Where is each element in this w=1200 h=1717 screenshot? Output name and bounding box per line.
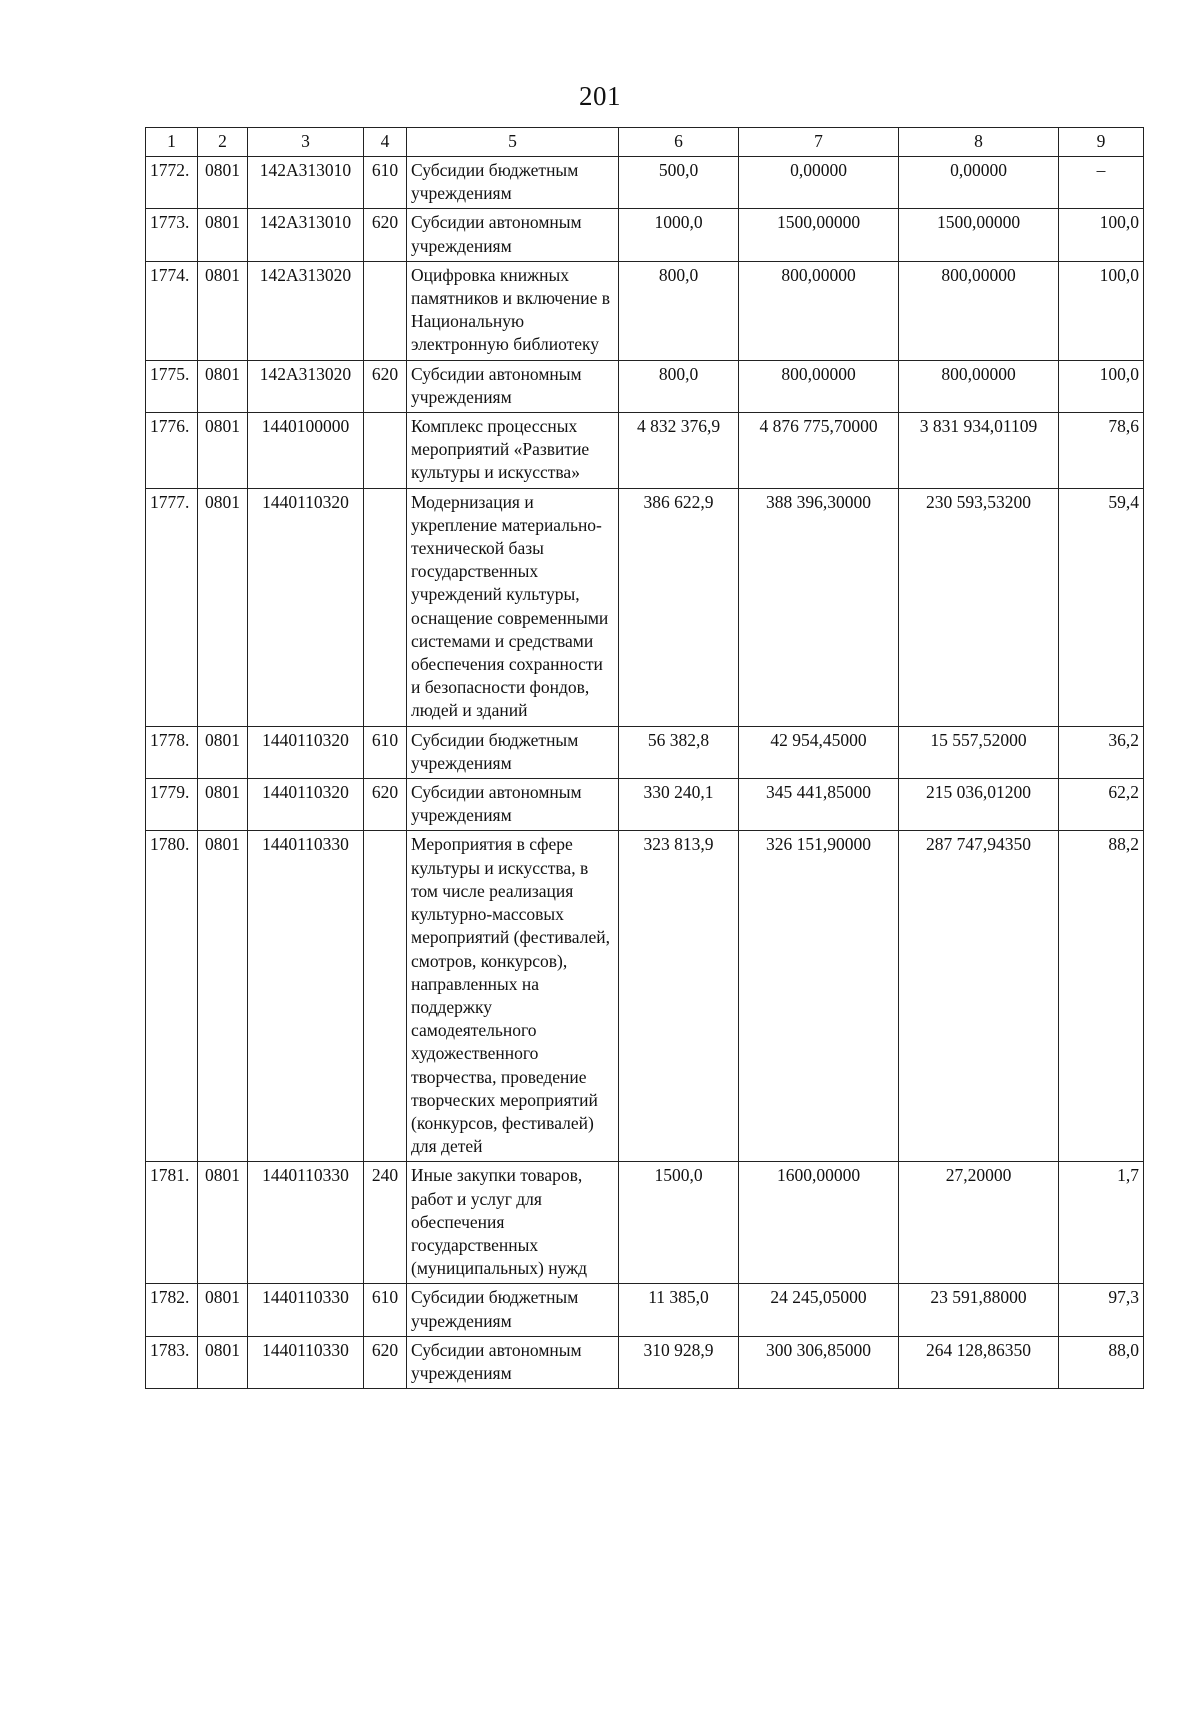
value-col6: 800,0 (619, 261, 739, 360)
item-name: Субсидии автономным учреждениям (407, 779, 619, 831)
item-name: Комплекс процессных мероприятий «Развитие культуры и искусства» (407, 413, 619, 489)
column-header: 8 (899, 128, 1059, 157)
row-number: 1777. (146, 488, 198, 726)
expense-type (364, 831, 407, 1162)
row-number: 1783. (146, 1336, 198, 1388)
percent-value: 100,0 (1059, 261, 1144, 360)
value-col7: 24 245,05000 (739, 1284, 899, 1336)
section-code: 0801 (198, 1162, 248, 1284)
section-code: 0801 (198, 413, 248, 489)
value-col8: 264 128,86350 (899, 1336, 1059, 1388)
section-code: 0801 (198, 488, 248, 726)
target-code: 1440100000 (248, 413, 364, 489)
target-code: 1440110320 (248, 779, 364, 831)
target-code: 142А313010 (248, 209, 364, 261)
section-code: 0801 (198, 261, 248, 360)
percent-value: 88,2 (1059, 831, 1144, 1162)
expense-type: 240 (364, 1162, 407, 1284)
page-number: 201 (579, 81, 621, 111)
percent-value: 78,6 (1059, 413, 1144, 489)
table-row (146, 157, 1144, 209)
table-row (146, 209, 1144, 261)
value-col8: 230 593,53200 (899, 488, 1059, 726)
table-row (146, 1336, 1144, 1388)
item-name: Модернизация и укрепление материально-технической базы государственных учреждений культуры, оснащение современными системами и средствами обеспечения сохранности и безопасности фондов, людей и зданий (407, 488, 619, 726)
percent-value: 100,0 (1059, 360, 1144, 412)
value-col8: 1500,00000 (899, 209, 1059, 261)
percent-value: 62,2 (1059, 779, 1144, 831)
table-row (146, 488, 1144, 726)
expense-type: 610 (364, 157, 407, 209)
table-row (146, 779, 1144, 831)
expense-type (364, 261, 407, 360)
percent-value: 59,4 (1059, 488, 1144, 726)
value-col7: 42 954,45000 (739, 726, 899, 778)
row-number: 1772. (146, 157, 198, 209)
row-number: 1780. (146, 831, 198, 1162)
value-col6: 310 928,9 (619, 1336, 739, 1388)
table-row (146, 1284, 1144, 1336)
value-col7: 345 441,85000 (739, 779, 899, 831)
item-name: Субсидии автономным учреждениям (407, 360, 619, 412)
item-name: Субсидии автономным учреждениям (407, 209, 619, 261)
section-code: 0801 (198, 1336, 248, 1388)
item-name: Мероприятия в сфере культуры и искусства, в том числе реализация культурно-массовых мероприятий (фестивалей, смотров, конкурсов), направленных на поддержку самодеятельного художественного творчества, проведение творческих мероприятий (конкурсов, фестивалей) для детей (407, 831, 619, 1162)
value-col6: 500,0 (619, 157, 739, 209)
percent-value: 36,2 (1059, 726, 1144, 778)
expense-type (364, 488, 407, 726)
row-number: 1781. (146, 1162, 198, 1284)
table-row (146, 360, 1144, 412)
section-code: 0801 (198, 157, 248, 209)
value-col8: 3 831 934,01109 (899, 413, 1059, 489)
value-col7: 1600,00000 (739, 1162, 899, 1284)
value-col7: 800,00000 (739, 261, 899, 360)
column-header: 1 (146, 128, 198, 157)
target-code: 1440110320 (248, 726, 364, 778)
table-row (146, 726, 1144, 778)
value-col6: 56 382,8 (619, 726, 739, 778)
value-col6: 4 832 376,9 (619, 413, 739, 489)
target-code: 1440110320 (248, 488, 364, 726)
target-code: 1440110330 (248, 831, 364, 1162)
value-col6: 330 240,1 (619, 779, 739, 831)
column-header: 3 (248, 128, 364, 157)
table-row (146, 1162, 1144, 1284)
value-col7: 800,00000 (739, 360, 899, 412)
expense-type: 610 (364, 1284, 407, 1336)
target-code: 1440110330 (248, 1162, 364, 1284)
percent-value: 100,0 (1059, 209, 1144, 261)
target-code: 142А313020 (248, 261, 364, 360)
percent-value: – (1059, 157, 1144, 209)
value-col7: 1500,00000 (739, 209, 899, 261)
section-code: 0801 (198, 779, 248, 831)
item-name: Оцифровка книжных памятников и включение в Национальную электронную библиотеку (407, 261, 619, 360)
value-col7: 326 151,90000 (739, 831, 899, 1162)
value-col7: 4 876 775,70000 (739, 413, 899, 489)
value-col7: 0,00000 (739, 157, 899, 209)
value-col6: 323 813,9 (619, 831, 739, 1162)
section-code: 0801 (198, 831, 248, 1162)
row-number: 1779. (146, 779, 198, 831)
column-header: 7 (739, 128, 899, 157)
value-col8: 800,00000 (899, 261, 1059, 360)
expense-type: 620 (364, 209, 407, 261)
row-number: 1776. (146, 413, 198, 489)
target-code: 142А313010 (248, 157, 364, 209)
table-row (146, 413, 1144, 489)
value-col8: 215 036,01200 (899, 779, 1059, 831)
column-header: 4 (364, 128, 407, 157)
column-header: 6 (619, 128, 739, 157)
row-number: 1774. (146, 261, 198, 360)
value-col8: 800,00000 (899, 360, 1059, 412)
section-code: 0801 (198, 1284, 248, 1336)
value-col6: 1500,0 (619, 1162, 739, 1284)
section-code: 0801 (198, 726, 248, 778)
expense-type: 620 (364, 360, 407, 412)
section-code: 0801 (198, 209, 248, 261)
item-name: Субсидии бюджетным учреждениям (407, 1284, 619, 1336)
percent-value: 1,7 (1059, 1162, 1144, 1284)
item-name: Иные закупки товаров, работ и услуг для обеспечения государственных (муниципальных) нужд (407, 1162, 619, 1284)
expense-type: 620 (364, 1336, 407, 1388)
target-code: 1440110330 (248, 1336, 364, 1388)
budget-table (145, 127, 1144, 1389)
item-name: Субсидии бюджетным учреждениям (407, 726, 619, 778)
table-row (146, 831, 1144, 1162)
item-name: Субсидии бюджетным учреждениям (407, 157, 619, 209)
item-name: Субсидии автономным учреждениям (407, 1336, 619, 1388)
target-code: 1440110330 (248, 1284, 364, 1336)
value-col6: 1000,0 (619, 209, 739, 261)
value-col8: 0,00000 (899, 157, 1059, 209)
percent-value: 88,0 (1059, 1336, 1144, 1388)
percent-value: 97,3 (1059, 1284, 1144, 1336)
header-row (146, 128, 1144, 157)
expense-type (364, 413, 407, 489)
expense-type: 610 (364, 726, 407, 778)
value-col8: 23 591,88000 (899, 1284, 1059, 1336)
row-number: 1782. (146, 1284, 198, 1336)
value-col6: 11 385,0 (619, 1284, 739, 1336)
value-col6: 386 622,9 (619, 488, 739, 726)
table-body (146, 128, 1144, 1389)
column-header: 2 (198, 128, 248, 157)
value-col8: 27,20000 (899, 1162, 1059, 1284)
row-number: 1773. (146, 209, 198, 261)
expense-type: 620 (364, 779, 407, 831)
value-col7: 388 396,30000 (739, 488, 899, 726)
target-code: 142А313020 (248, 360, 364, 412)
column-header: 9 (1059, 128, 1144, 157)
value-col7: 300 306,85000 (739, 1336, 899, 1388)
value-col8: 15 557,52000 (899, 726, 1059, 778)
table-row (146, 261, 1144, 360)
value-col6: 800,0 (619, 360, 739, 412)
section-code: 0801 (198, 360, 248, 412)
row-number: 1778. (146, 726, 198, 778)
column-header: 5 (407, 128, 619, 157)
value-col8: 287 747,94350 (899, 831, 1059, 1162)
row-number: 1775. (146, 360, 198, 412)
